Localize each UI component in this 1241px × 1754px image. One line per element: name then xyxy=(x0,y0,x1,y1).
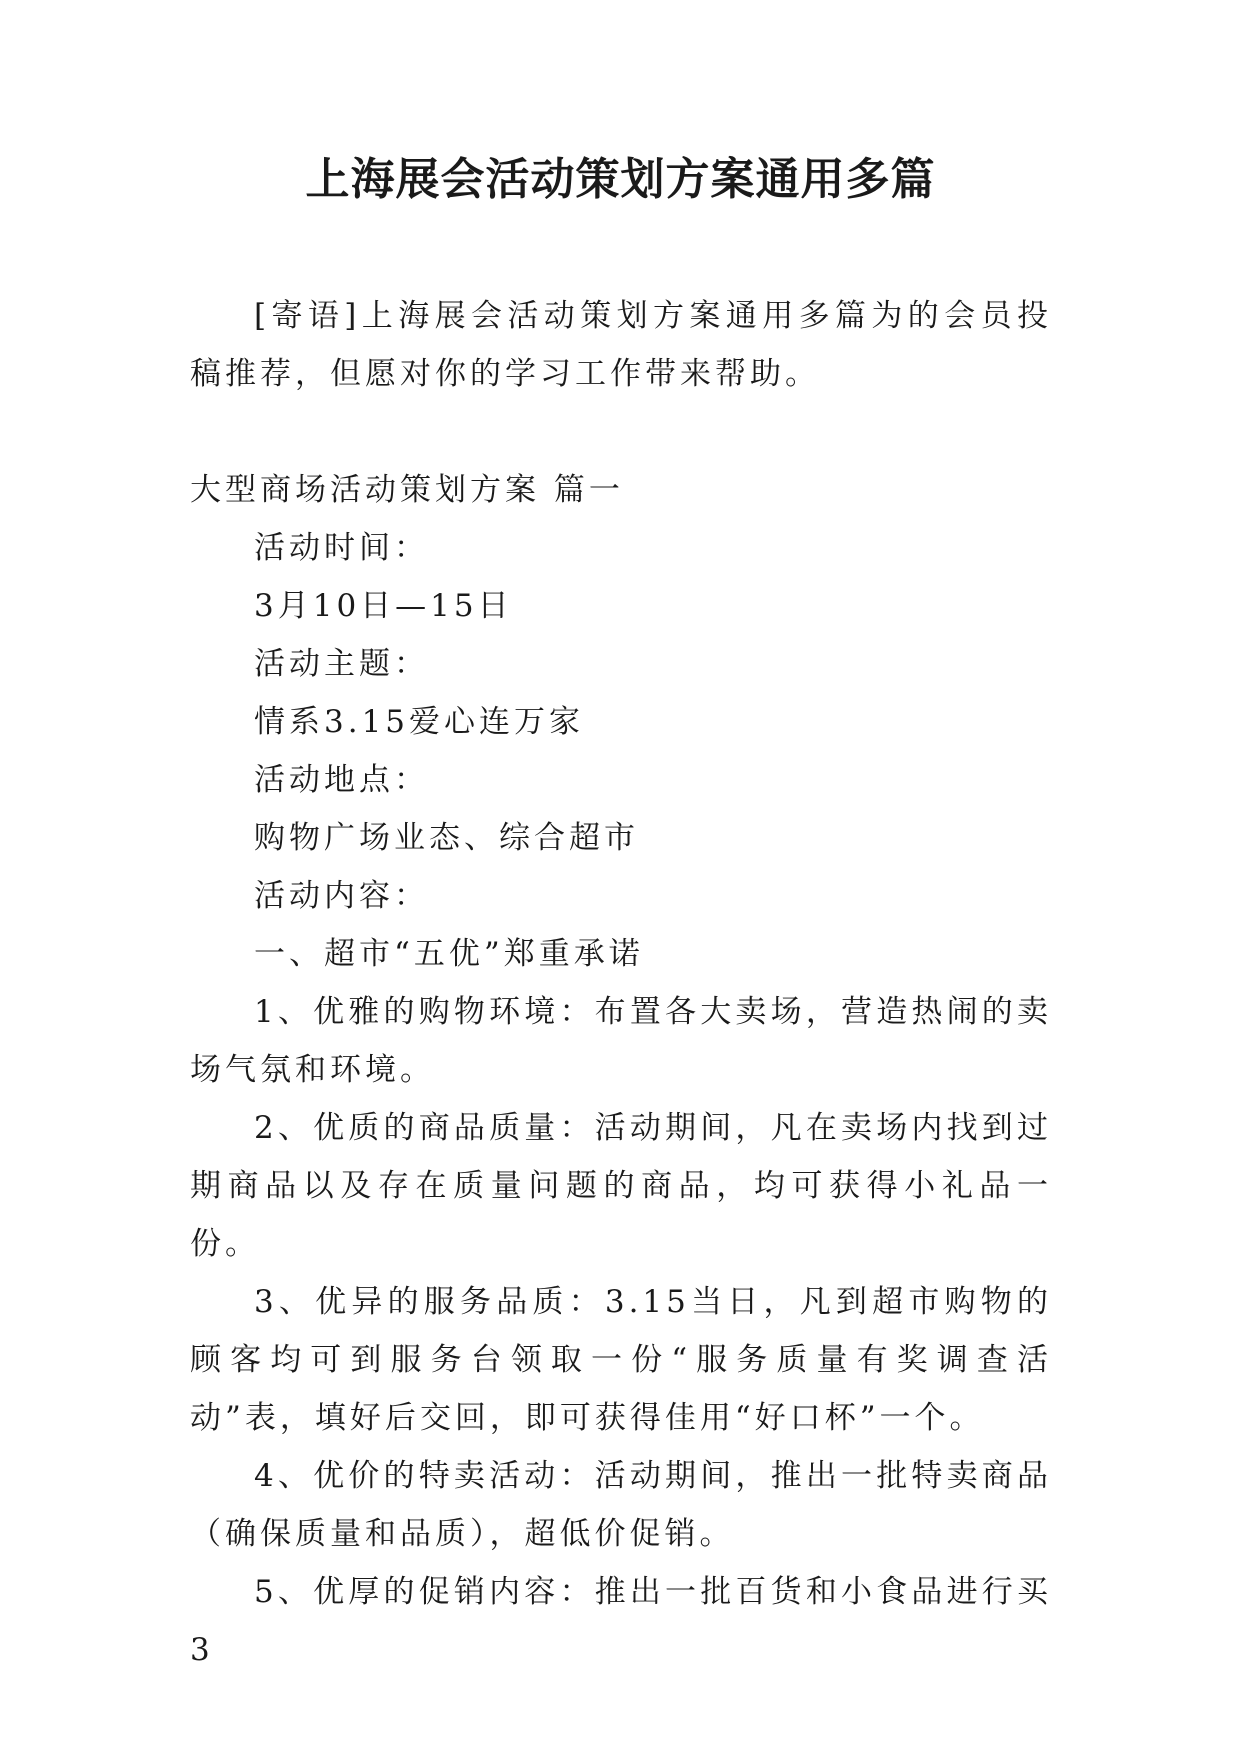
paragraph: 5、优厚的促销内容：推出一批百货和小食品进行买3 xyxy=(190,1574,1052,1668)
paragraph: 活动时间： xyxy=(254,530,429,566)
paragraph: 情系3.15爱心连万家 xyxy=(254,704,585,740)
paragraph: 1、优雅的购物环境：布置各大卖场，营造热闹的卖场气氛和环境。 xyxy=(190,994,1052,1088)
document-body xyxy=(190,287,1052,1679)
paragraph: 3月10日—15日 xyxy=(254,588,513,624)
paragraph: 购物广场业态、综合超市 xyxy=(254,820,639,856)
paragraph: 活动地点： xyxy=(254,762,429,798)
paragraph: 活动内容： xyxy=(254,878,429,914)
paragraph: 活动主题： xyxy=(254,646,429,682)
paragraph: 2、优质的商品质量：活动期间，凡在卖场内找到过期商品以及存在质量问题的商品，均可获得小礼品一份。 xyxy=(190,1110,1052,1262)
paragraph: 4、优价的特卖活动：活动期间，推出一批特卖商品（确保质量和品质），超低价促销。 xyxy=(190,1458,1052,1552)
paragraph: 一、超市“五优”郑重承诺 xyxy=(254,936,644,972)
section-heading: 大型商场活动策划方案 篇一 xyxy=(190,472,624,508)
intro-paragraph: [寄语]上海展会活动策划方案通用多篇为的会员投稿推荐，但愿对你的学习工作带来帮助。 xyxy=(190,298,1052,392)
document-title: 上海展会活动策划方案通用多篇 xyxy=(305,154,936,205)
paragraph: 3、优异的服务品质：3.15当日，凡到超市购物的顾客均可到服务台领取一份“服务质量有奖调查活动”表，填好后交回，即可获得佳用“好口杯”一个。 xyxy=(190,1284,1052,1436)
